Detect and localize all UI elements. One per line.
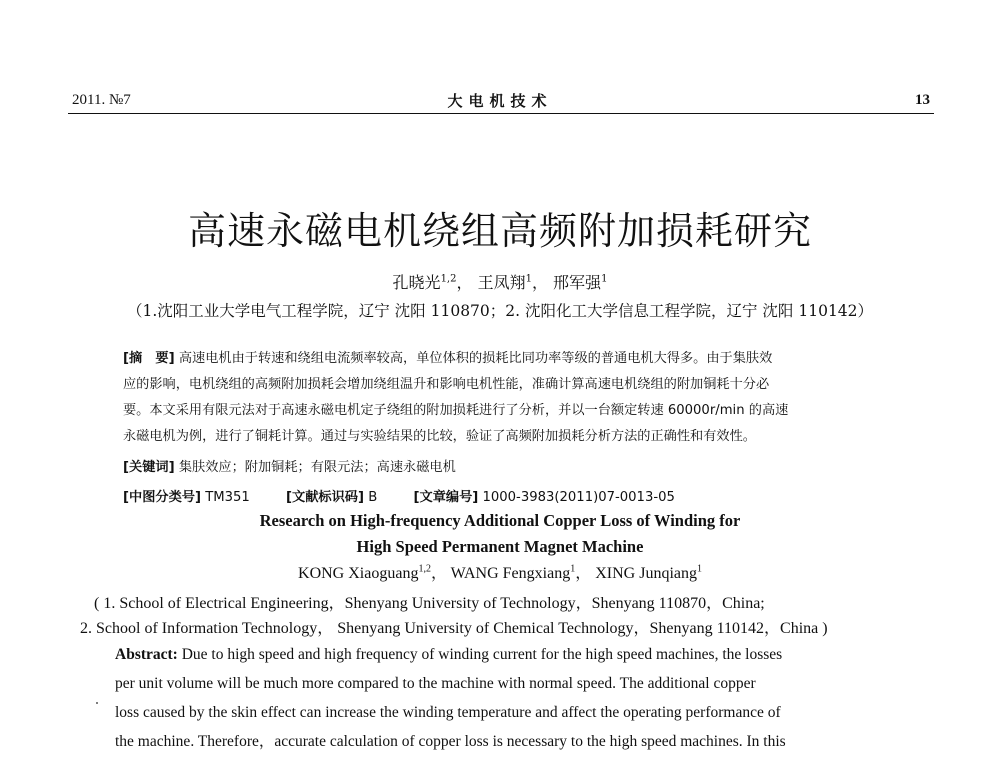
page-number: 13	[915, 92, 930, 108]
author-1: 孔晓光	[392, 273, 441, 292]
author-en-1-affil: 1,2	[418, 563, 431, 575]
scan-speck	[96, 702, 98, 704]
clc-label: [中图分类号]	[123, 490, 201, 505]
abstract-cn-text: 高速电机由于转速和绕组电流频率较高，单位体积的损耗比同功率等级的普通电机大得多。由于集肤效	[178, 351, 773, 366]
author-2: 王凤翔	[477, 273, 526, 292]
author-2-affil: 1	[525, 273, 532, 285]
author-en-3-affil: 1	[696, 563, 702, 575]
author-en-2: WANG Fengxiang	[450, 565, 571, 582]
abstract-en-label: Abstract:	[115, 646, 178, 663]
paper-title-en-line1: Research on High-frequency Additional Copper Loss of Winding for	[259, 511, 741, 530]
classification-line	[123, 486, 675, 505]
abstract-en-line: the machine. Therefore，accurate calculation of copper loss is necessary to the high speed machines. In this	[115, 733, 786, 750]
author-1-affil: 1,2	[440, 273, 457, 285]
abstract-en-line	[115, 640, 915, 669]
abstract-cn-line	[123, 346, 913, 372]
abstract-en-line: per unit volume will be much more compared to the machine with normal speed. The additional copper	[115, 675, 756, 692]
authors-cn: 孔晓光$^{1,2}$， 王凤翔$^1$， 邢军强$^1$	[392, 273, 608, 292]
author-en-3: XING Junqiang	[595, 565, 697, 582]
author-en-2-affil: 1	[570, 563, 576, 575]
abstract-en-line: loss caused by the skin effect can increase the winding temperature and affect the operating performance of	[115, 704, 781, 721]
abstract-en-text: Due to high speed and high frequency of winding current for the high speed machines, the losses	[181, 646, 783, 663]
doc-code-label: [文献标识码]	[286, 490, 365, 505]
author-en-1: KONG Xiaoguang	[298, 565, 419, 582]
paper-title-cn: 高速永磁电机绕组高频附加损耗研究	[187, 209, 812, 253]
keywords-label: [关键词]	[123, 460, 175, 475]
abstract-cn-label: [摘 要]	[123, 351, 175, 366]
abstract-cn	[123, 346, 913, 450]
affiliation-en-2: 2. School of Information Technology， Shenyang University of Chemical Technology，Shenyang 110142，China )	[80, 620, 828, 637]
paper-title-en-line2: High Speed Permanent Magnet Machine	[356, 537, 644, 556]
authors-en: KONG Xiaoguang$^{1,2}$， WANG Fengxiang$^1$， XING Junqiang$^1$	[298, 563, 702, 582]
abstract-cn-line: 应的影响，电机绕组的高频附加损耗会增加绕组温升和影响电机性能，准确计算高速电机绕组的附加铜耗十分必	[123, 377, 770, 392]
affiliation-en-1: ( 1. School of Electrical Engineering，Shenyang University of Technology，Shenyang 110870，China;	[94, 595, 765, 612]
doc-code-value: B	[368, 490, 378, 505]
issue-number: 2011. №7	[72, 92, 131, 108]
affiliation-cn: （1.沈阳工业大学电气工程学院，辽宁 沈阳 110870；2. 沈阳化工大学信息工程学院，辽宁 沈阳 110142）	[126, 302, 874, 320]
abstract-cn-line: 要。本文采用有限元法对于高速永磁电机定子绕组的附加损耗进行了分析，并以一台额定转速 60000r/min 的高速	[123, 403, 789, 418]
author-3-affil: 1	[601, 273, 608, 285]
keywords-cn	[123, 456, 456, 475]
article-number-label: [文章编号]	[413, 490, 479, 505]
article-number-value: 1000-3983(2011)07-0013-05	[482, 490, 675, 505]
author-3: 邢军强	[553, 273, 602, 292]
abstract-cn-line: 永磁电机为例，进行了铜耗计算。通过与实验结果的比较，验证了高频附加损耗分析方法的正确性和有效性。	[123, 429, 756, 444]
keywords-text: 集肤效应；附加铜耗；有限元法；高速永磁电机	[178, 460, 456, 475]
abstract-en	[115, 640, 915, 756]
journal-name: 大电机技术	[447, 92, 553, 110]
header-rule	[68, 113, 934, 114]
clc-value: TM351	[205, 490, 250, 505]
